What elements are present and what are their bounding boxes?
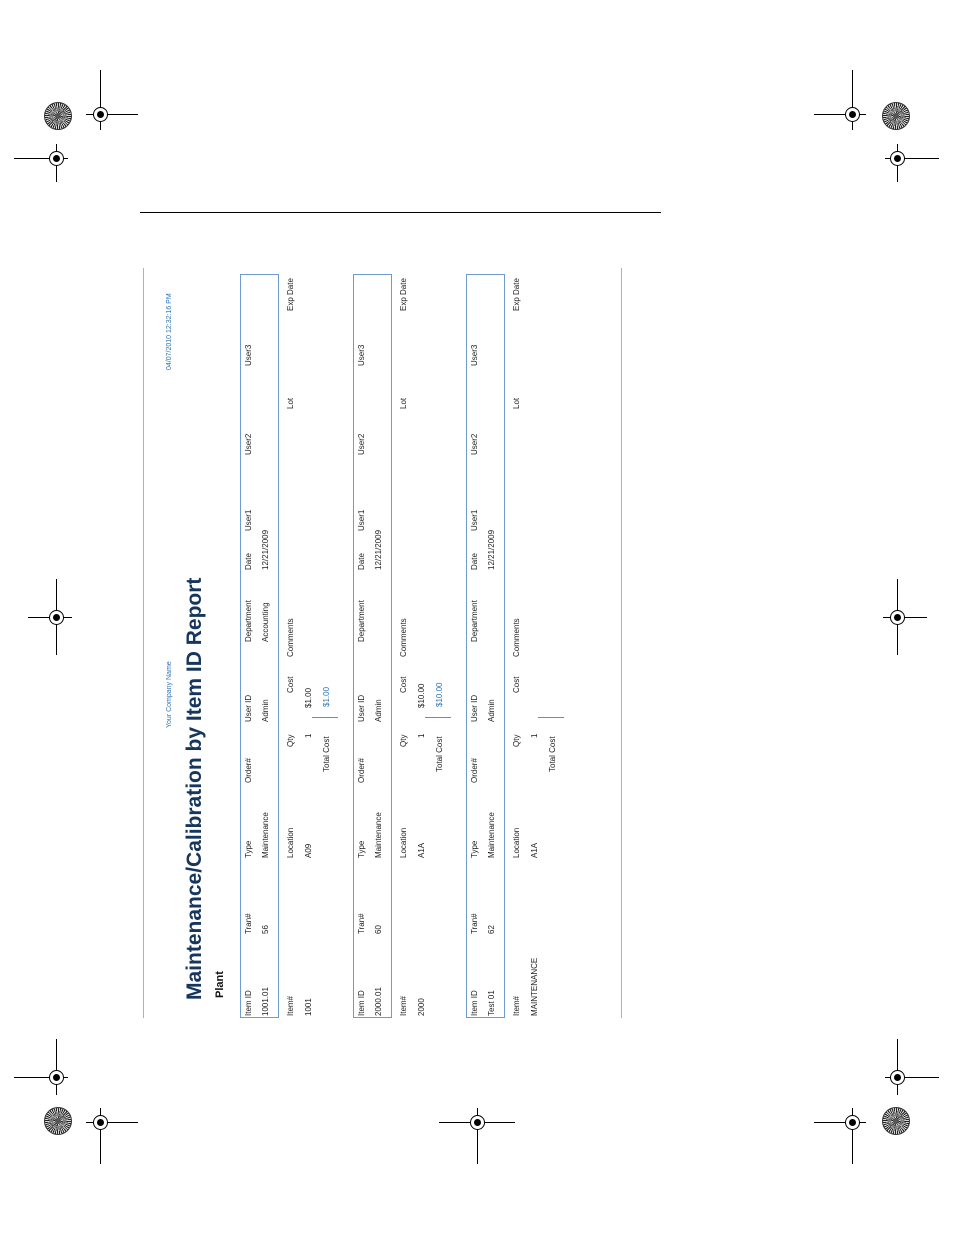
- qty-value: 1: [530, 733, 539, 738]
- label-total-cost: Total Cost: [322, 736, 331, 772]
- cost-value: $1.00: [304, 687, 313, 708]
- total-rule: [312, 717, 338, 718]
- label-order: Order#: [357, 758, 366, 783]
- report-page: [143, 268, 623, 1018]
- registration-star-icon: [44, 1107, 72, 1135]
- label-item-id: Item ID: [470, 990, 479, 1016]
- label-location: Location: [512, 827, 521, 858]
- registration-star-icon: [882, 1107, 910, 1135]
- item-group: [466, 268, 566, 1018]
- tran-value: 60: [374, 925, 383, 934]
- item-value: MAINTENANCE: [530, 957, 539, 1016]
- label-lot: Lot: [399, 397, 408, 409]
- total-rule: [425, 717, 451, 718]
- type-value: Maintenance: [487, 812, 496, 858]
- page-left-rule: [143, 268, 144, 1018]
- item-id-value: 2000.01: [374, 987, 383, 1016]
- label-user1: User1: [470, 509, 479, 531]
- tran-value: 56: [261, 925, 270, 934]
- cost-value: $10.00: [417, 683, 426, 708]
- report-title: Maintenance/Calibration by Item ID Report: [183, 577, 206, 1000]
- label-user3: User3: [244, 344, 253, 366]
- registration-star-icon: [44, 102, 72, 130]
- company-name: Your Company Name: [166, 661, 173, 728]
- label-qty: Qty: [512, 734, 521, 747]
- label-exp-date: Exp Date: [399, 278, 408, 311]
- label-total-cost: Total Cost: [435, 736, 444, 772]
- label-type: Type: [244, 840, 253, 858]
- label-item: Item#: [286, 995, 295, 1016]
- item-header-box: [466, 274, 505, 1018]
- department-value: Accounting: [261, 602, 270, 642]
- label-comments: Comments: [399, 618, 408, 657]
- date-value: 12/21/2009: [374, 529, 383, 570]
- label-item-id: Item ID: [244, 990, 253, 1016]
- label-department: Department: [470, 600, 479, 642]
- label-user2: User2: [357, 433, 366, 455]
- total-rule: [538, 717, 564, 718]
- item-header-box: [240, 274, 279, 1018]
- label-tran: Tran#: [244, 913, 253, 934]
- label-user-id: User ID: [470, 694, 479, 722]
- label-cost: Cost: [399, 676, 408, 693]
- label-department: Department: [244, 600, 253, 642]
- label-cost: Cost: [286, 676, 295, 693]
- label-user1: User1: [244, 509, 253, 531]
- total-value: $10.00: [435, 682, 444, 707]
- label-item-id: Item ID: [357, 990, 366, 1016]
- label-comments: Comments: [512, 618, 521, 657]
- label-order: Order#: [470, 758, 479, 783]
- user-id-value: Admin: [374, 699, 383, 722]
- location-value: A1A: [530, 842, 539, 858]
- label-location: Location: [399, 827, 408, 858]
- item-id-value: 1001.01: [261, 987, 270, 1016]
- label-exp-date: Exp Date: [286, 278, 295, 311]
- item-value: 2000: [417, 998, 426, 1016]
- label-department: Department: [357, 600, 366, 642]
- label-date: Date: [470, 553, 479, 570]
- label-lot: Lot: [286, 397, 295, 409]
- label-total-cost: Total Cost: [548, 736, 557, 772]
- location-value: A09: [304, 843, 313, 858]
- qty-value: 1: [417, 733, 426, 738]
- label-user2: User2: [470, 433, 479, 455]
- label-user1: User1: [357, 509, 366, 531]
- label-qty: Qty: [399, 734, 408, 747]
- qty-value: 1: [304, 733, 313, 738]
- label-comments: Comments: [286, 618, 295, 657]
- type-value: Maintenance: [374, 812, 383, 858]
- user-id-value: Admin: [261, 699, 270, 722]
- item-value: 1001: [304, 998, 313, 1016]
- label-user3: User3: [470, 344, 479, 366]
- label-user-id: User ID: [357, 694, 366, 722]
- label-type: Type: [470, 840, 479, 858]
- item-header-box: [353, 274, 392, 1018]
- registration-star-icon: [882, 102, 910, 130]
- label-tran: Tran#: [357, 913, 366, 934]
- label-exp-date: Exp Date: [512, 278, 521, 311]
- label-location: Location: [286, 827, 295, 858]
- item-group: [240, 268, 340, 1018]
- label-lot: Lot: [512, 397, 521, 409]
- section-heading: Plant: [214, 971, 226, 998]
- type-value: Maintenance: [261, 812, 270, 858]
- report-timestamp: 04/07/2010 12:32:16 PM: [166, 293, 173, 370]
- item-id-value: Test 01: [487, 990, 496, 1016]
- label-item: Item#: [512, 995, 521, 1016]
- location-value: A1A: [417, 842, 426, 858]
- page-right-rule: [621, 268, 622, 1018]
- label-type: Type: [357, 840, 366, 858]
- total-value: $1.00: [322, 686, 331, 707]
- label-date: Date: [244, 553, 253, 570]
- label-date: Date: [357, 553, 366, 570]
- label-qty: Qty: [286, 734, 295, 747]
- item-group: [353, 268, 453, 1018]
- page-top-rule: [140, 212, 661, 213]
- label-order: Order#: [244, 758, 253, 783]
- tran-value: 62: [487, 925, 496, 934]
- label-user2: User2: [244, 433, 253, 455]
- label-cost: Cost: [512, 676, 521, 693]
- label-user-id: User ID: [244, 694, 253, 722]
- label-user3: User3: [357, 344, 366, 366]
- user-id-value: Admin: [487, 699, 496, 722]
- date-value: 12/21/2009: [487, 529, 496, 570]
- label-item: Item#: [399, 995, 408, 1016]
- label-tran: Tran#: [470, 913, 479, 934]
- date-value: 12/21/2009: [261, 529, 270, 570]
